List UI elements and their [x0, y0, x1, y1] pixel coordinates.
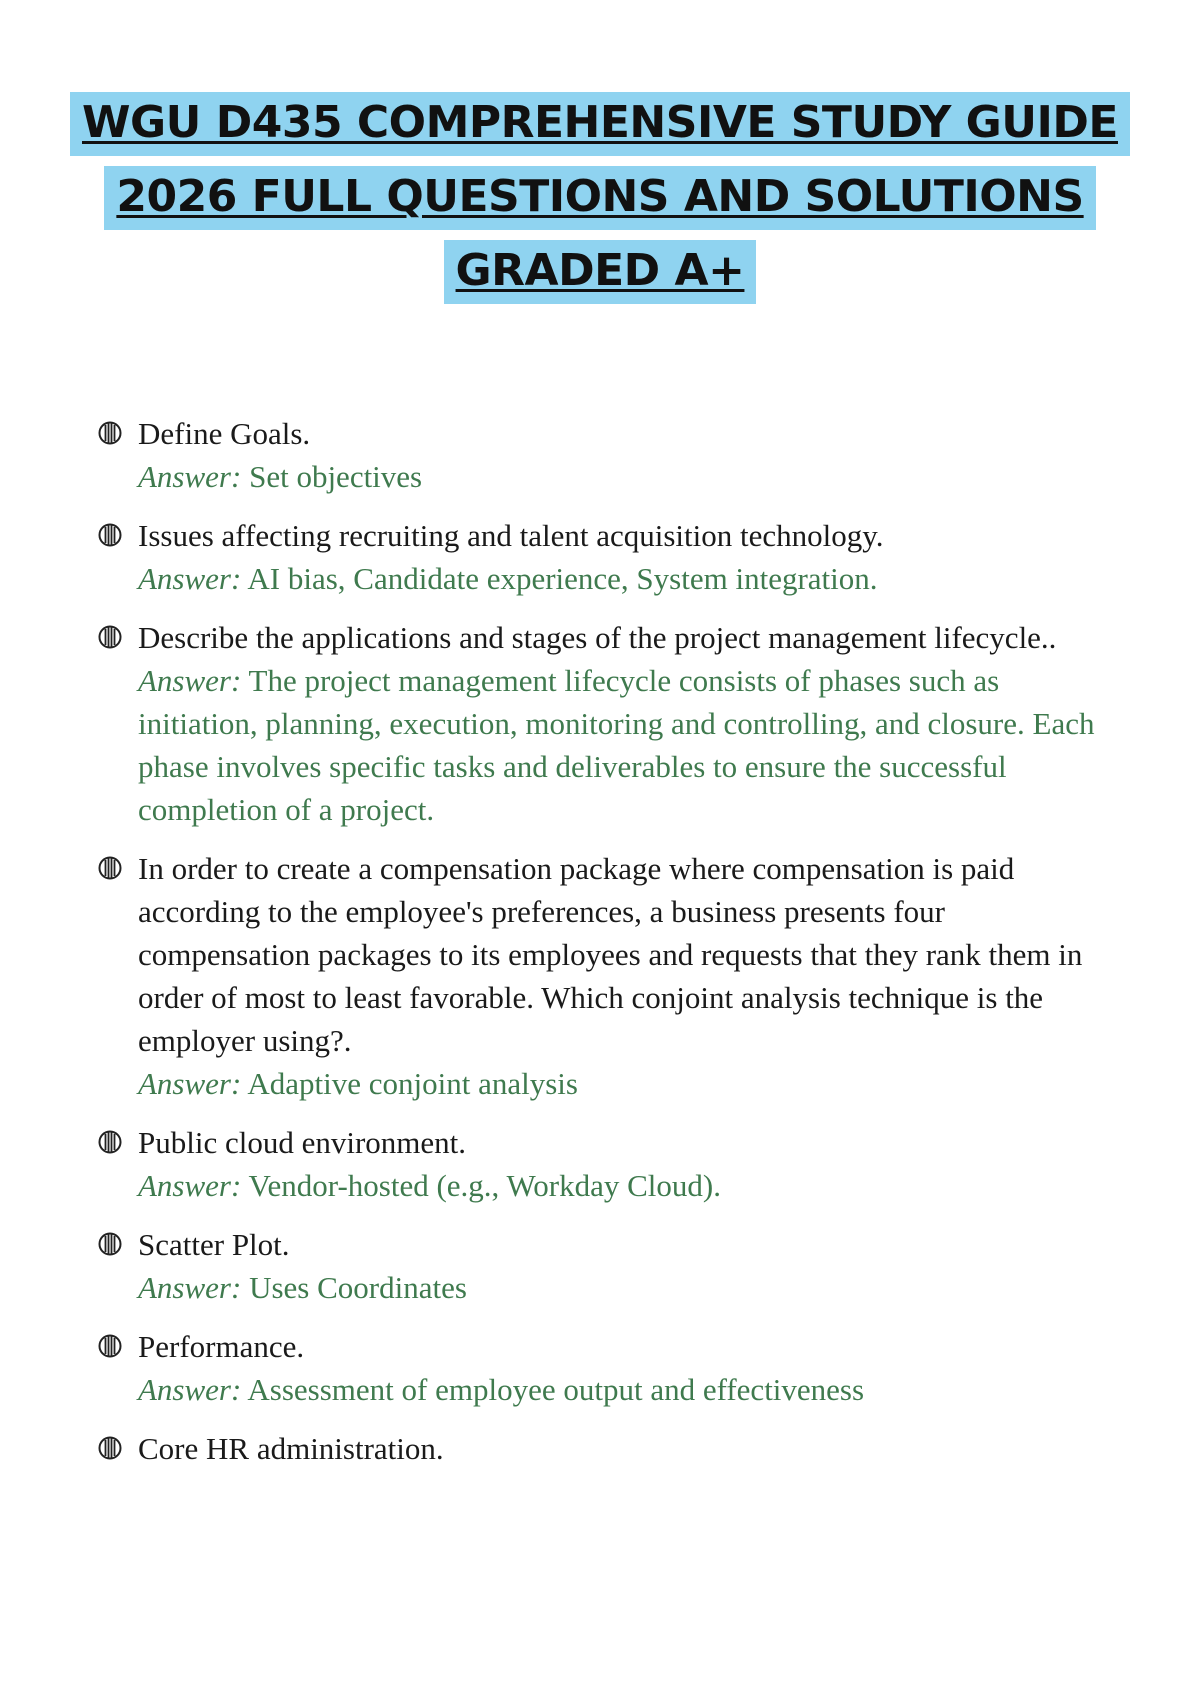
- bullet-icon: [98, 1334, 122, 1358]
- answer-label: Answer:: [138, 561, 242, 596]
- answer-text: [138, 1266, 1108, 1309]
- answer-label: Answer:: [138, 1372, 242, 1407]
- question-text: In order to create a compensation package where compensation is paid according to the employee's preferences, a business presents four compensation packages to its employees and requests that they rank them in order of most to least favorable. Which conjoint analysis technique is the employer using?.: [138, 851, 1083, 1058]
- qa-item: [98, 847, 1108, 1105]
- question-text: Core HR administration.: [138, 1431, 444, 1466]
- answer-label: Answer:: [138, 1168, 242, 1203]
- answer-value: The project management lifecycle consists of phases such as initiation, planning, execution, monitoring and controlling, and closure. Each phase involves specific tasks and deliverables to ensure the successful completion of a project.: [138, 663, 1095, 827]
- bullet-icon: [98, 523, 122, 547]
- document-title: [0, 92, 1200, 314]
- qa-item: [98, 616, 1108, 831]
- bullet-icon: [98, 421, 122, 445]
- title-line-2: 2026 FULL QUESTIONS AND SOLUTIONS: [104, 166, 1095, 230]
- qa-item: [98, 1223, 1108, 1309]
- answer-value: Adaptive conjoint analysis: [247, 1066, 578, 1101]
- answer-value: Uses Coordinates: [249, 1270, 467, 1305]
- answer-text: [138, 1368, 1108, 1411]
- answer-text: [138, 1164, 1108, 1207]
- answer-label: Answer:: [138, 663, 242, 698]
- answer-value: AI bias, Candidate experience, System integration.: [247, 561, 878, 596]
- answer-text: [138, 455, 1108, 498]
- question-text: Scatter Plot.: [138, 1227, 290, 1262]
- qa-item: [98, 1325, 1108, 1411]
- bullet-icon: [98, 625, 122, 649]
- answer-label: Answer:: [138, 1270, 242, 1305]
- answer-value: Vendor-hosted (e.g., Workday Cloud).: [248, 1168, 721, 1203]
- answer-value: Set objectives: [249, 459, 423, 494]
- question-text: Describe the applications and stages of the project management lifecycle..: [138, 620, 1057, 655]
- answer-text: [138, 1062, 1108, 1105]
- qa-list: [98, 412, 1108, 1486]
- answer-text: [138, 659, 1108, 831]
- qa-item: [98, 1427, 1108, 1470]
- question-text: Public cloud environment.: [138, 1125, 467, 1160]
- answer-label: Answer:: [138, 459, 242, 494]
- qa-item: [98, 412, 1108, 498]
- question-text: Issues affecting recruiting and talent acquisition technology.: [138, 518, 884, 553]
- answer-value: Assessment of employee output and effectiveness: [247, 1372, 865, 1407]
- bullet-icon: [98, 1436, 122, 1460]
- title-line-1: WGU D435 COMPREHENSIVE STUDY GUIDE: [70, 92, 1130, 156]
- question-text: Define Goals.: [138, 416, 311, 451]
- bullet-icon: [98, 856, 122, 880]
- answer-label: Answer:: [138, 1066, 242, 1101]
- bullet-icon: [98, 1130, 122, 1154]
- bullet-icon: [98, 1232, 122, 1256]
- question-text: Performance.: [138, 1329, 305, 1364]
- title-line-3: GRADED A+: [444, 240, 757, 304]
- qa-item: [98, 514, 1108, 600]
- qa-item: [98, 1121, 1108, 1207]
- answer-text: [138, 557, 1108, 600]
